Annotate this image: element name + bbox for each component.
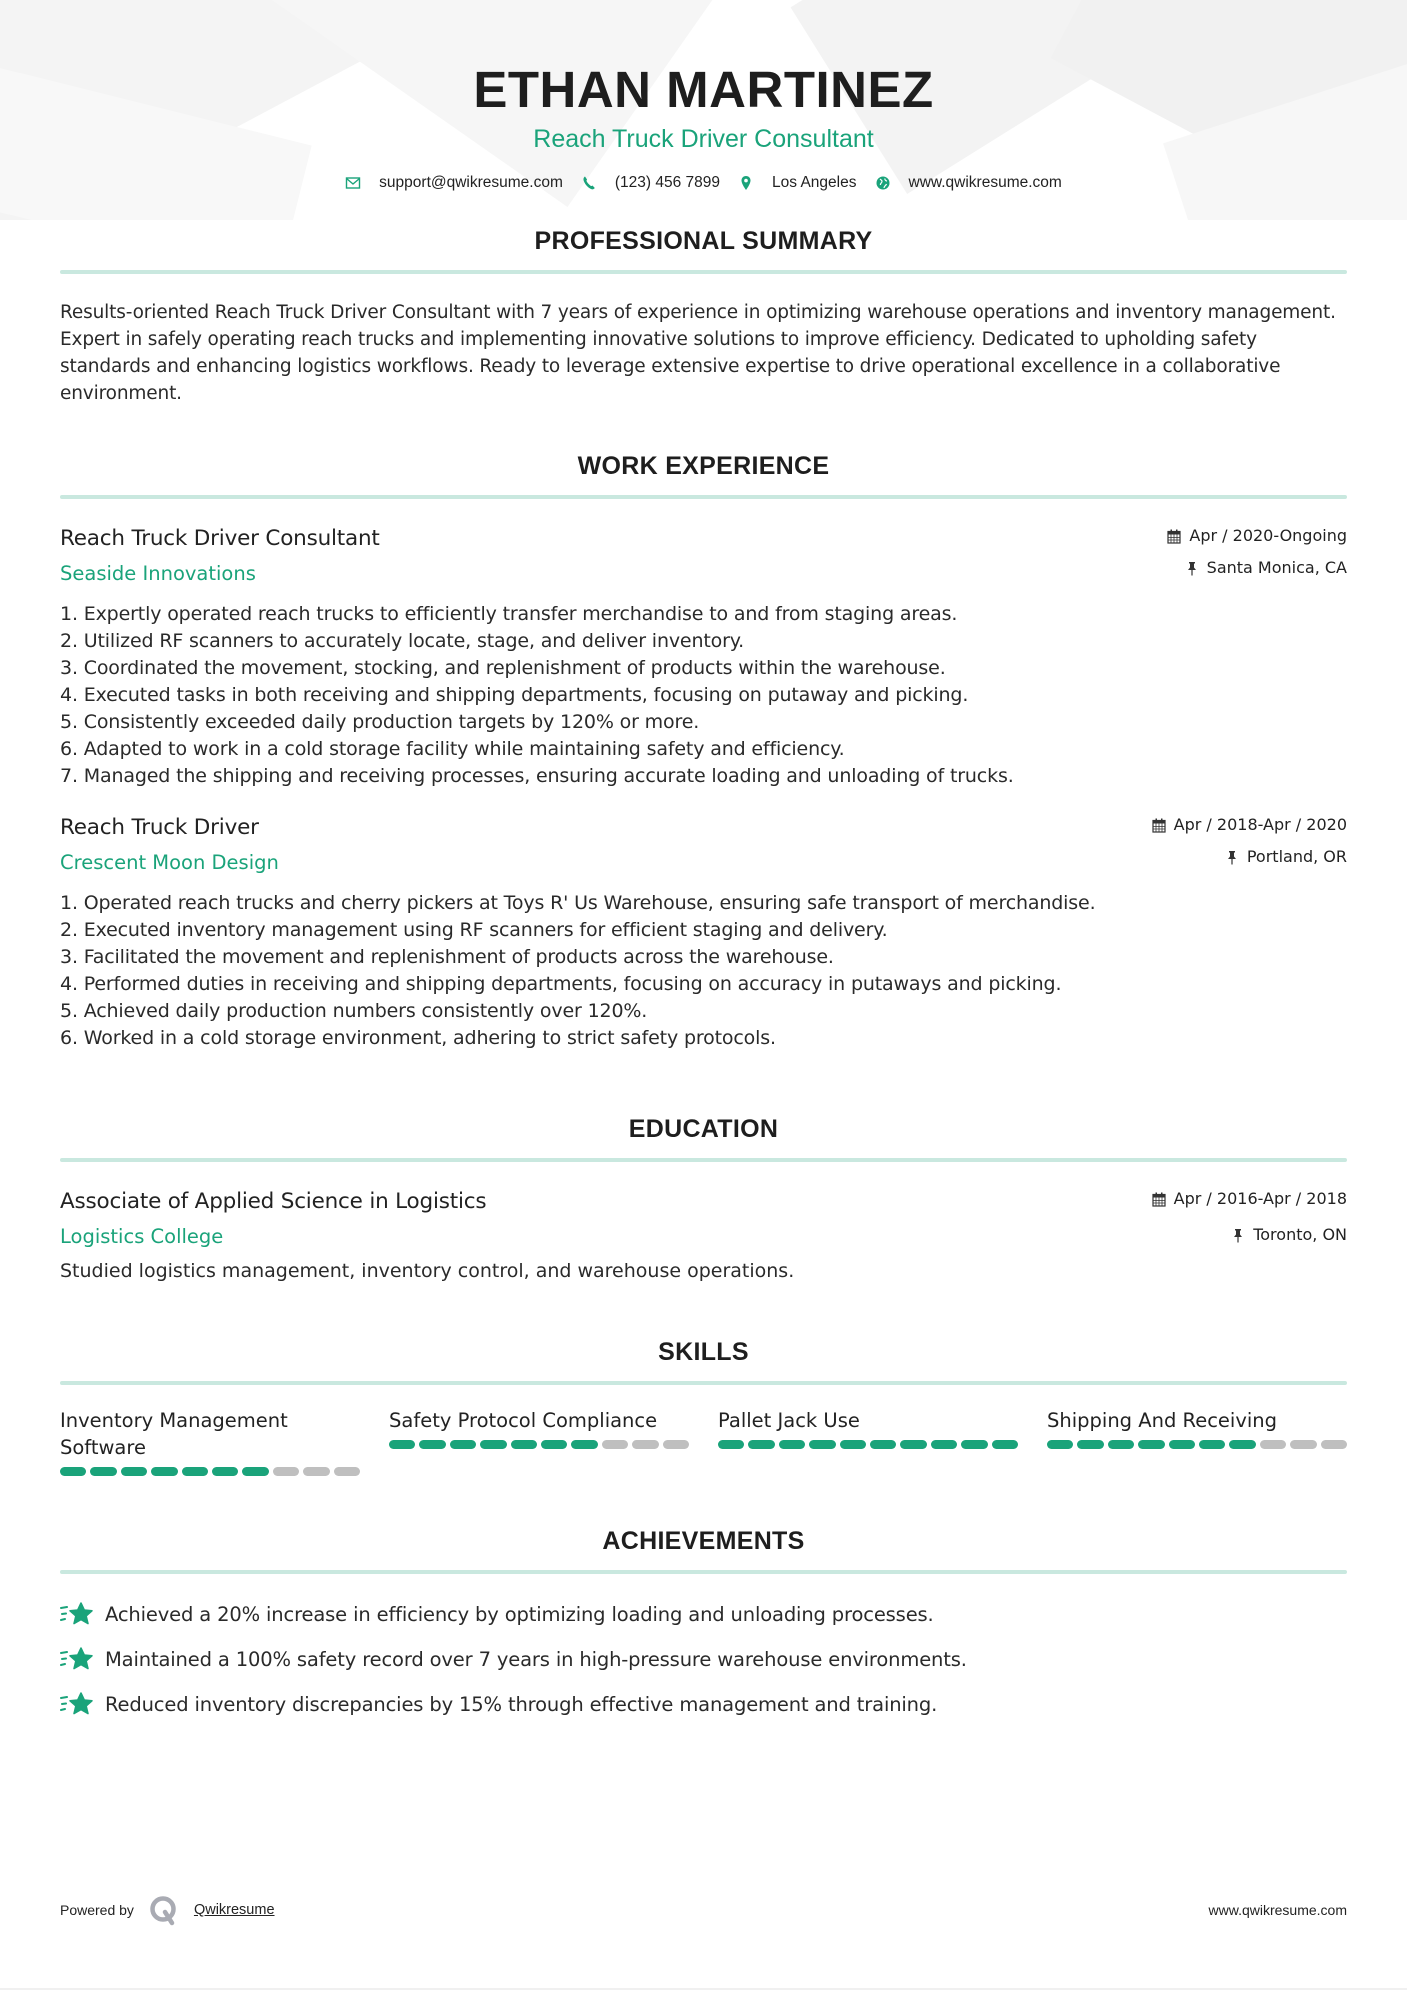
job-bullet: 1. Operated reach trucks and cherry pickers at Toys R' Us Warehouse, ensuring safe transport of merchandise. xyxy=(60,892,1096,914)
envelope-icon xyxy=(345,175,361,191)
skill-rating-segment xyxy=(748,1440,774,1449)
qwikresume-link[interactable]: Qwikresume xyxy=(193,1902,275,1918)
job-title: Reach Truck Driver Consultant xyxy=(60,526,380,551)
section-title-experience: WORK EXPERIENCE xyxy=(577,452,830,480)
contact-phone-text: (123) 456 7899 xyxy=(614,174,721,191)
skill-rating-segment xyxy=(931,1440,957,1449)
summary-text: Results-oriented Reach Truck Driver Consultant with 7 years of experience in optimizing warehouse operations and inventory management. Expert in safely operating reach trucks and implementing innovative solutions to improve efficiency. Dedicated to upholding safety standards and enhancing logistics workflows. Ready to leverage extensive expertise to drive operational excellence in a collaborative environment. xyxy=(60,302,1336,404)
section-title-skills: SKILLS xyxy=(658,1338,749,1366)
skill-rating-segment xyxy=(809,1440,835,1449)
skill-rating-segment xyxy=(60,1467,86,1476)
section-title-achievements: ACHIEVEMENTS xyxy=(602,1527,805,1555)
contact-website-text: www.qwikresume.com xyxy=(908,174,1062,191)
degree-title: Associate of Applied Science in Logistics xyxy=(60,1189,487,1214)
skill-item xyxy=(389,1407,689,1476)
powered-by xyxy=(60,1894,275,1926)
section-divider xyxy=(60,495,1347,499)
achievements-list xyxy=(60,1598,1347,1721)
job-meta xyxy=(1152,814,1347,868)
phone-icon xyxy=(581,175,597,191)
skill-name: Safety Protocol Compliance xyxy=(389,1409,658,1432)
education-dates: Apr / 2016-Apr / 2018 xyxy=(1173,1189,1347,1208)
skill-rating-bar xyxy=(718,1440,1018,1449)
skill-rating-segment xyxy=(992,1440,1018,1449)
section-divider xyxy=(60,1158,1347,1162)
job-bullet: 1. Expertly operated reach trucks to efficiently transfer merchandise to and from staging areas. xyxy=(60,603,958,625)
skill-rating-segment xyxy=(961,1440,987,1449)
job-company: Seaside Innovations xyxy=(60,562,256,585)
skills-grid xyxy=(60,1407,1347,1476)
star-icon xyxy=(60,1600,94,1630)
section-divider xyxy=(60,1381,1347,1385)
education-section xyxy=(60,1114,1347,1285)
skill-rating-bar xyxy=(1047,1440,1347,1449)
professional-summary-section xyxy=(60,226,1347,407)
skill-rating-segment xyxy=(419,1440,445,1449)
education-description: Studied logistics management, inventory control, and warehouse operations. xyxy=(60,1260,795,1282)
skill-rating-segment xyxy=(1229,1440,1255,1449)
skill-rating-segment xyxy=(212,1467,238,1476)
education-location: Toronto, ON xyxy=(1253,1225,1347,1244)
skill-rating-bar xyxy=(389,1440,689,1449)
job-meta xyxy=(1167,525,1347,579)
job-bullet: 5. Achieved daily production numbers consistently over 120%. xyxy=(60,1000,648,1022)
map-marker-icon xyxy=(738,175,754,191)
skill-rating-segment xyxy=(511,1440,537,1449)
skill-rating-segment xyxy=(151,1467,177,1476)
qwikresume-logo-icon xyxy=(148,1894,180,1926)
globe-icon xyxy=(875,175,891,191)
job-bullet: 6. Adapted to work in a cold storage facility while maintaining safety and efficiency. xyxy=(60,738,845,760)
skill-rating-segment xyxy=(334,1467,360,1476)
skill-rating-segment xyxy=(1138,1440,1164,1449)
skill-rating-segment xyxy=(632,1440,658,1449)
skill-rating-segment xyxy=(121,1467,147,1476)
page-footer xyxy=(60,1894,1347,1926)
school-name: Logistics College xyxy=(60,1225,224,1248)
contact-email-text: support@qwikresume.com xyxy=(379,174,563,191)
contact-bar xyxy=(60,174,1347,192)
skill-rating-segment xyxy=(480,1440,506,1449)
skill-rating-segment xyxy=(840,1440,866,1449)
pushpin-icon xyxy=(1225,850,1239,865)
job-company: Crescent Moon Design xyxy=(60,851,279,874)
skills-section xyxy=(60,1337,1347,1476)
summary-body xyxy=(60,299,1347,407)
job-location: Santa Monica, CA xyxy=(1206,558,1347,577)
skill-rating-segment xyxy=(779,1440,805,1449)
skill-rating-segment xyxy=(242,1467,268,1476)
achievement-text: Reduced inventory discrepancies by 15% through effective management and training. xyxy=(105,1693,938,1716)
achievement-item xyxy=(60,1643,1347,1676)
job-dates: Apr / 2018-Apr / 2020 xyxy=(1173,815,1347,834)
skill-rating-bar xyxy=(60,1467,360,1476)
calendar-icon xyxy=(1152,1192,1166,1207)
job-bullet: 3. Coordinated the movement, stocking, and replenishment of products within the warehouse. xyxy=(60,657,946,679)
section-divider xyxy=(60,1570,1347,1574)
achievement-text: Achieved a 20% increase in efficiency by optimizing loading and unloading processes. xyxy=(105,1603,934,1626)
job-bullet: 2. Utilized RF scanners to accurately locate, stage, and deliver inventory. xyxy=(60,630,745,652)
skill-rating-segment xyxy=(663,1440,689,1449)
skill-rating-segment xyxy=(718,1440,744,1449)
skill-rating-segment xyxy=(1199,1440,1225,1449)
pushpin-icon xyxy=(1185,561,1199,576)
skill-rating-segment xyxy=(1077,1440,1103,1449)
skill-item xyxy=(718,1407,1018,1476)
section-divider xyxy=(60,270,1347,274)
skill-rating-segment xyxy=(1169,1440,1195,1449)
skill-name: Shipping And Receiving xyxy=(1047,1409,1278,1432)
job-bullet: 4. Executed tasks in both receiving and shipping departments, focusing on putaway and picking. xyxy=(60,684,969,706)
skill-name: Pallet Jack Use xyxy=(718,1409,860,1432)
skill-rating-segment xyxy=(273,1467,299,1476)
skill-rating-segment xyxy=(571,1440,597,1449)
job-bullet: 7. Managed the shipping and receiving processes, ensuring accurate loading and unloading of trucks. xyxy=(60,765,1014,787)
contact-email[interactable] xyxy=(345,174,563,192)
powered-by-label: Powered by xyxy=(60,1902,134,1918)
skill-rating-segment xyxy=(303,1467,329,1476)
education-entry xyxy=(60,1188,1347,1285)
contact-location-text: Los Angeles xyxy=(772,174,857,191)
skill-rating-segment xyxy=(1290,1440,1316,1449)
skill-rating-segment xyxy=(1321,1440,1347,1449)
skill-rating-segment xyxy=(870,1440,896,1449)
achievement-item xyxy=(60,1688,1347,1721)
job-bullet: 4. Performed duties in receiving and shipping departments, focusing on accuracy in putaways and picking. xyxy=(60,973,1062,995)
job-bullet: 6. Worked in a cold storage environment, adhering to strict safety protocols. xyxy=(60,1027,776,1049)
job-title: Reach Truck Driver xyxy=(60,815,259,840)
skill-item xyxy=(1047,1407,1347,1476)
skill-rating-segment xyxy=(541,1440,567,1449)
skill-item xyxy=(60,1407,360,1476)
job-bullets xyxy=(60,601,1347,790)
skill-rating-segment xyxy=(900,1440,926,1449)
skill-rating-segment xyxy=(1108,1440,1134,1449)
pushpin-icon xyxy=(1231,1228,1245,1243)
education-meta xyxy=(1152,1188,1347,1246)
skill-rating-segment xyxy=(389,1440,415,1449)
job-bullets xyxy=(60,890,1347,1052)
achievements-section xyxy=(60,1526,1347,1721)
achievement-text: Maintained a 100% safety record over 7 years in high-pressure warehouse environments. xyxy=(105,1648,967,1671)
contact-phone[interactable] xyxy=(581,174,720,192)
section-title-summary: PROFESSIONAL SUMMARY xyxy=(534,227,873,255)
resume-header xyxy=(60,0,1347,192)
skill-rating-segment xyxy=(90,1467,116,1476)
skill-rating-segment xyxy=(602,1440,628,1449)
work-experience-section xyxy=(60,451,1347,1052)
section-title-education: EDUCATION xyxy=(628,1115,779,1143)
contact-website[interactable] xyxy=(875,174,1062,192)
job-location: Portland, OR xyxy=(1246,847,1347,866)
candidate-name: ETHAN MARTINEZ xyxy=(473,61,934,118)
job-bullet: 5. Consistently exceeded daily production targets by 120% or more. xyxy=(60,711,700,733)
candidate-role: Reach Truck Driver Consultant xyxy=(533,125,874,153)
calendar-icon xyxy=(1167,529,1181,544)
job-bullet: 2. Executed inventory management using RF scanners for efficient staging and delivery. xyxy=(60,919,888,941)
skill-rating-segment xyxy=(182,1467,208,1476)
job-bullet: 3. Facilitated the movement and replenishment of products across the warehouse. xyxy=(60,946,834,968)
calendar-icon xyxy=(1152,818,1166,833)
job-entry xyxy=(60,525,1347,790)
job-dates: Apr / 2020-Ongoing xyxy=(1189,526,1347,545)
skill-rating-segment xyxy=(1260,1440,1286,1449)
skill-rating-segment xyxy=(450,1440,476,1449)
job-entry xyxy=(60,814,1347,1052)
contact-location xyxy=(738,174,856,192)
skill-rating-segment xyxy=(1047,1440,1073,1449)
achievement-item xyxy=(60,1598,1347,1631)
skill-name: Inventory Management Software xyxy=(60,1409,288,1459)
star-icon xyxy=(60,1645,94,1675)
footer-website[interactable]: www.qwikresume.com xyxy=(1208,1902,1347,1918)
star-icon xyxy=(60,1690,94,1720)
